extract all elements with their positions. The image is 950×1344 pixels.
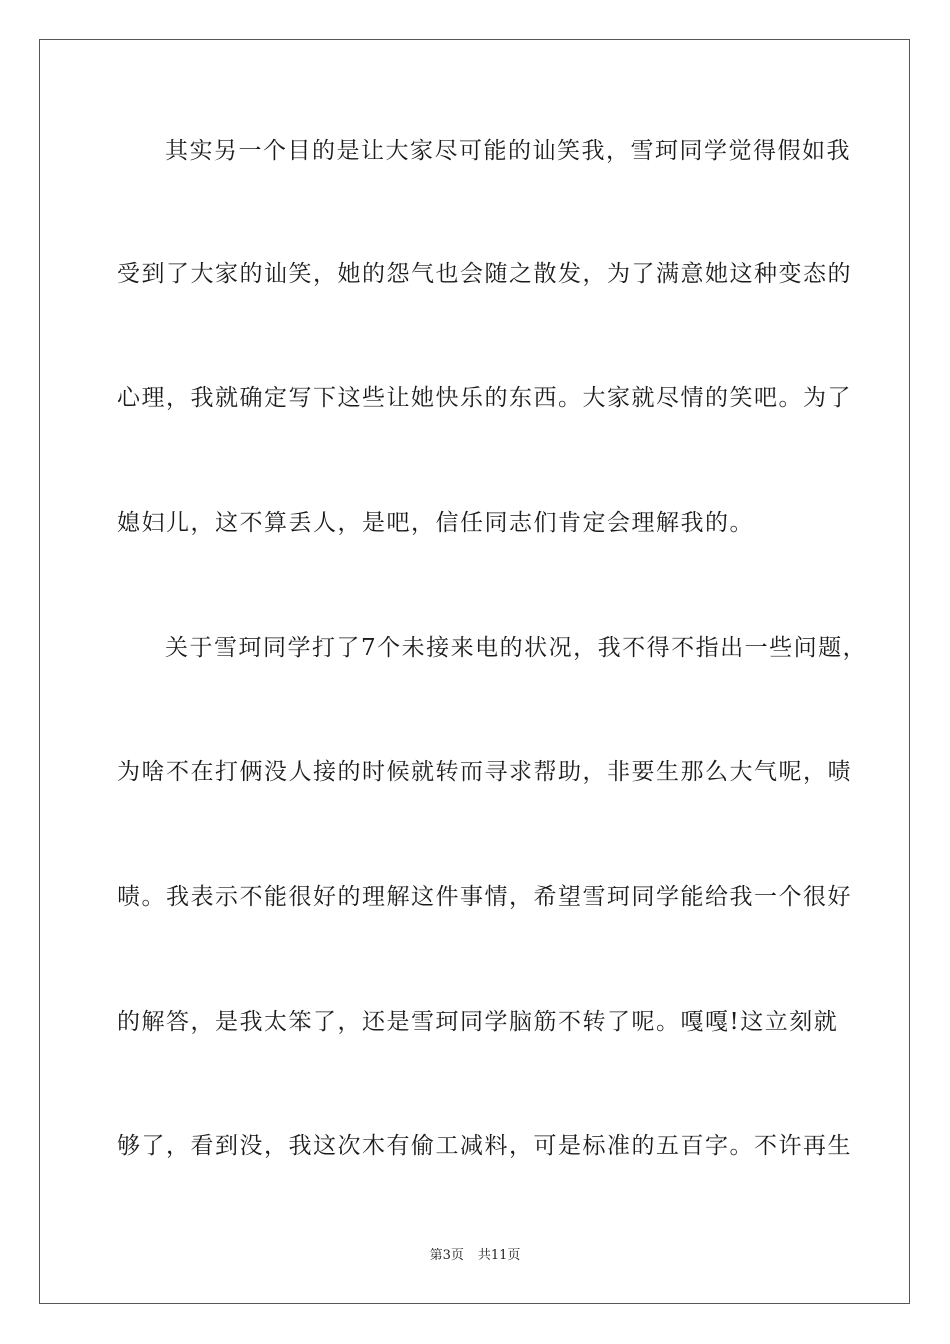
paragraph-line: 媳妇儿，这不算丢人，是吧，信任同志们肯定会理解我的。 bbox=[117, 510, 754, 536]
page-footer bbox=[0, 1247, 950, 1265]
paragraph-line: 为啥不在打俩没人接的时候就转而寻求帮助，非要生那么大气呢，啧 bbox=[117, 759, 852, 785]
paragraph-line: 其实另一个目的是让大家尽可能的讪笑我，雪珂同学觉得假如我 bbox=[165, 138, 851, 164]
page-number: 第3页 bbox=[429, 1248, 464, 1263]
paragraph-line: 关于雪珂同学打了7个未接来电的状况，我不得不指出一些问题， bbox=[165, 635, 868, 661]
paragraph-line: 够了，看到没，我这次木有偷工减料，可是标准的五百字。不许再生 bbox=[117, 1133, 852, 1159]
paragraph-line: 受到了大家的讪笑，她的怨气也会随之散发，为了满意她这种变态的 bbox=[117, 261, 852, 287]
paragraph-line: 心理，我就确定写下这些让她快乐的东西。大家就尽情的笑吧。为了 bbox=[117, 385, 852, 411]
page-border bbox=[39, 39, 910, 1304]
paragraph-line: 的解答，是我太笨了，还是雪珂同学脑筋不转了呢。嘎嘎!这立刻就 bbox=[117, 1009, 839, 1035]
page-total: 共11页 bbox=[477, 1248, 521, 1263]
paragraph-line: 啧。我表示不能很好的理解这件事情，希望雪珂同学能给我一个很好 bbox=[117, 884, 852, 910]
